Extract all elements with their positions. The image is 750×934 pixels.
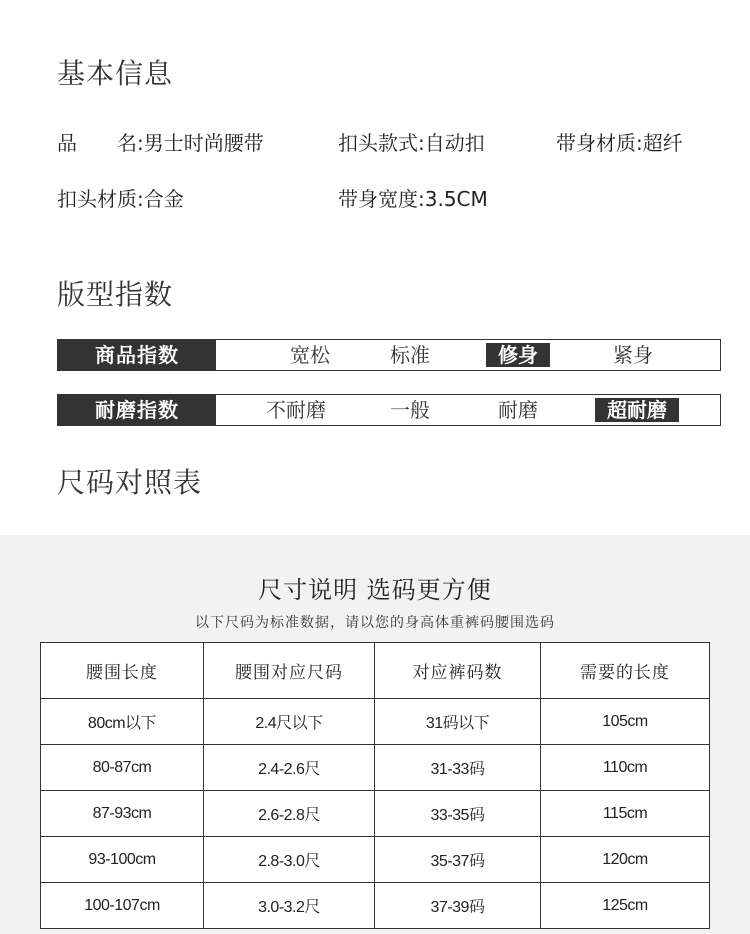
table-cell: 2.6-2.8尺 <box>204 791 375 837</box>
table-header-row <box>41 643 710 699</box>
index-option: 不耐磨 <box>266 398 326 422</box>
table-cell: 87-93cm <box>41 791 204 837</box>
table-row <box>41 837 710 883</box>
table-cell: 37-39码 <box>375 883 541 929</box>
column-header: 腰围长度 <box>41 643 204 699</box>
table-row <box>41 791 710 837</box>
info-field-value: 自动扣 <box>424 131 485 155</box>
table-row <box>41 699 710 745</box>
table-cell: 3.0-3.2尺 <box>204 883 375 929</box>
table-cell: 105cm <box>541 699 710 745</box>
size-chart-title: 尺码对照表 <box>57 466 203 499</box>
table-cell: 80-87cm <box>41 745 204 791</box>
table-cell: 100-107cm <box>41 883 204 929</box>
table-cell: 110cm <box>541 745 710 791</box>
info-field-label: 扣头材质 <box>57 187 137 211</box>
info-field-label: 带身材质 <box>556 131 636 155</box>
table-cell: 33-35码 <box>375 791 541 837</box>
info-field-belt-material: 带身材质:超纤 <box>556 131 683 155</box>
table-cell: 31-33码 <box>375 745 541 791</box>
basic-info-title: 基本信息 <box>57 57 174 90</box>
index-option: 宽松 <box>290 343 330 367</box>
fit-index-title: 版型指数 <box>57 278 174 311</box>
column-header: 对应裤码数 <box>375 643 541 699</box>
index-option: 标准 <box>390 343 430 367</box>
index-option-selected: 修身 <box>486 343 550 367</box>
table-cell: 120cm <box>541 837 710 883</box>
size-chart-subheading: 以下尺码为标准数据，请以您的身高体重裤码腰围选码 <box>195 615 555 631</box>
info-field-label: 品 名 <box>57 131 137 155</box>
table-cell: 31码以下 <box>375 699 541 745</box>
table-cell: 125cm <box>541 883 710 929</box>
table-cell: 2.4-2.6尺 <box>204 745 375 791</box>
table-cell: 93-100cm <box>41 837 204 883</box>
table-cell: 2.4尺以下 <box>204 699 375 745</box>
column-header: 腰围对应尺码 <box>204 643 375 699</box>
product-index-bar <box>57 339 721 371</box>
table-cell: 2.8-3.0尺 <box>204 837 375 883</box>
info-field-value: 3.5CM <box>424 187 488 211</box>
index-bar-label: 耐磨指数 <box>58 395 216 425</box>
table-row <box>41 745 710 791</box>
info-field-product-name: 品 名:男士时尚腰带 <box>57 131 264 155</box>
size-chart-heading: 尺寸说明 选码更方便 <box>258 576 492 604</box>
info-field-value: 男士时尚腰带 <box>143 131 264 155</box>
table-row <box>41 883 710 929</box>
info-field-label: 扣头款式 <box>338 131 418 155</box>
index-bar-label: 商品指数 <box>58 340 216 370</box>
table-cell: 35-37码 <box>375 837 541 883</box>
size-table <box>40 642 710 929</box>
index-option: 耐磨 <box>498 398 538 422</box>
durability-index-bar <box>57 394 721 426</box>
column-header: 需要的长度 <box>541 643 710 699</box>
info-field-label: 带身宽度 <box>338 187 418 211</box>
index-option-selected: 超耐磨 <box>595 398 679 422</box>
table-cell: 80cm以下 <box>41 699 204 745</box>
index-option: 紧身 <box>613 343 653 367</box>
index-option: 一般 <box>390 398 430 422</box>
info-field-belt-width: 带身宽度:3.5CM <box>338 187 488 211</box>
info-field-value: 合金 <box>143 187 184 211</box>
info-field-buckle-style: 扣头款式:自动扣 <box>338 131 485 155</box>
table-cell: 115cm <box>541 791 710 837</box>
info-field-value: 超纤 <box>642 131 683 155</box>
info-field-buckle-material: 扣头材质:合金 <box>57 187 184 211</box>
